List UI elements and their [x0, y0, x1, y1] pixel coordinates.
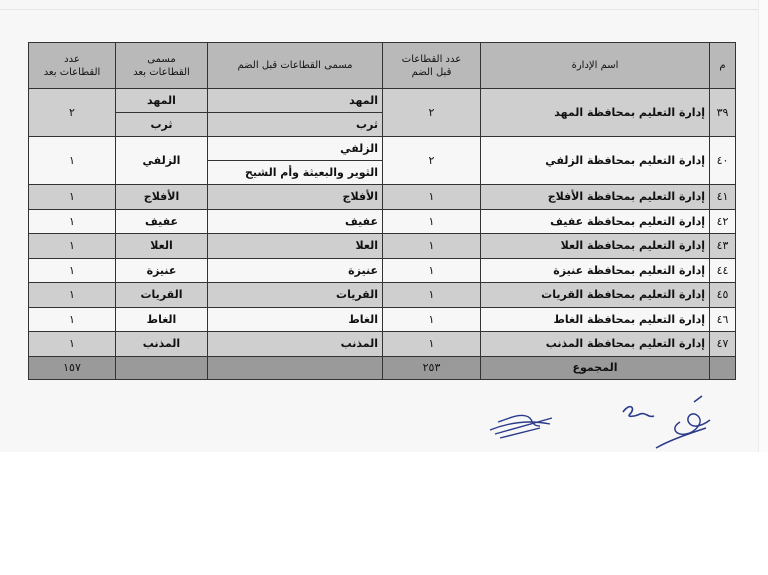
- admin-name: إدارة التعليم بمحافظة المهد: [481, 89, 710, 137]
- sector-before: الغاط: [208, 307, 383, 332]
- sector-after: الأفلاج: [116, 185, 208, 210]
- count-after: ١: [29, 307, 116, 332]
- sector-after: عنيزة: [116, 258, 208, 283]
- sector-before: القريات: [208, 283, 383, 308]
- header-row: [29, 43, 736, 89]
- sector-after: القريات: [116, 283, 208, 308]
- count-after: ١: [29, 137, 116, 185]
- count-before: ١: [383, 234, 481, 259]
- total-count-after: ١٥٧: [29, 356, 116, 379]
- count-after: ١: [29, 283, 116, 308]
- sector-after: عفيف: [116, 209, 208, 234]
- sector-after: ثرب: [116, 113, 208, 137]
- sector-after: العلا: [116, 234, 208, 259]
- count-after: ١: [29, 185, 116, 210]
- count-after: ٢: [29, 89, 116, 137]
- header-count-after: عدد القطاعات بعد: [29, 43, 116, 89]
- count-before: ٢: [383, 89, 481, 137]
- table-row: [29, 307, 736, 332]
- signature-1: [490, 415, 552, 438]
- count-after: ١: [29, 234, 116, 259]
- row-index: ٤٣: [710, 234, 736, 259]
- row-index: ٤٠: [710, 137, 736, 185]
- admin-name: إدارة التعليم بمحافظة الزلفي: [481, 137, 710, 185]
- header-count-before: عدد القطاعات قبل الضم: [383, 43, 481, 89]
- admin-name: إدارة التعليم بمحافظة عفيف: [481, 209, 710, 234]
- sector-after: الغاط: [116, 307, 208, 332]
- header-admin-name: اسم الإدارة: [481, 43, 710, 89]
- table-row: [29, 185, 736, 210]
- count-after: ١: [29, 209, 116, 234]
- admin-name: إدارة التعليم بمحافظة الأفلاج: [481, 185, 710, 210]
- count-before: ١: [383, 332, 481, 357]
- table-row: [29, 89, 736, 113]
- row-index: ٤٥: [710, 283, 736, 308]
- admin-name: إدارة التعليم بمحافظة عنيزة: [481, 258, 710, 283]
- total-label: المجموع: [481, 356, 710, 379]
- sector-before: الزلفي: [208, 137, 383, 161]
- sectors-table: [28, 42, 736, 380]
- count-before: ١: [383, 283, 481, 308]
- total-index-cell: [710, 356, 736, 379]
- count-before: ١: [383, 185, 481, 210]
- table-row: [29, 283, 736, 308]
- signatures: [480, 392, 720, 452]
- table-row: [29, 332, 736, 357]
- scan-top-edge: [0, 9, 768, 10]
- sector-after: الزلفي: [116, 137, 208, 185]
- row-index: ٤٧: [710, 332, 736, 357]
- sector-before: ثرب: [208, 113, 383, 137]
- admin-name: إدارة التعليم بمحافظة القريات: [481, 283, 710, 308]
- sector-before: الأفلاج: [208, 185, 383, 210]
- sector-before: عفيف: [208, 209, 383, 234]
- admin-name: إدارة التعليم بمحافظة المذنب: [481, 332, 710, 357]
- header-names-after: مسمى القطاعات بعد: [116, 43, 208, 89]
- scan-right-edge: [758, 0, 768, 452]
- count-after: ١: [29, 332, 116, 357]
- total-names-after-cell: [116, 356, 208, 379]
- sector-after: المهد: [116, 89, 208, 113]
- row-index: ٣٩: [710, 89, 736, 137]
- sector-before: الثوير والبعيثة وأم الشيح: [208, 161, 383, 185]
- table-row: [29, 258, 736, 283]
- count-before: ١: [383, 307, 481, 332]
- total-count-before: ٢٥٣: [383, 356, 481, 379]
- count-before: ١: [383, 209, 481, 234]
- signature-2: [623, 407, 654, 417]
- sector-before: المهد: [208, 89, 383, 113]
- total-names-before-cell: [208, 356, 383, 379]
- row-index: ٤٦: [710, 307, 736, 332]
- sector-after: المذنب: [116, 332, 208, 357]
- header-index: م: [710, 43, 736, 89]
- count-before: ١: [383, 258, 481, 283]
- table-row: [29, 234, 736, 259]
- row-index: ٤١: [710, 185, 736, 210]
- row-index: ٤٢: [710, 209, 736, 234]
- count-before: ٢: [383, 137, 481, 185]
- table-row: [29, 209, 736, 234]
- row-index: ٤٤: [710, 258, 736, 283]
- sector-before: المذنب: [208, 332, 383, 357]
- count-after: ١: [29, 258, 116, 283]
- header-names-before: مسمى القطاعات قبل الضم: [208, 43, 383, 89]
- admin-name: إدارة التعليم بمحافظة العلا: [481, 234, 710, 259]
- signature-3: [656, 396, 710, 448]
- sector-before: العلا: [208, 234, 383, 259]
- admin-name: إدارة التعليم بمحافظة الغاط: [481, 307, 710, 332]
- total-row: [29, 356, 736, 379]
- table-row: [29, 137, 736, 161]
- sector-before: عنيزة: [208, 258, 383, 283]
